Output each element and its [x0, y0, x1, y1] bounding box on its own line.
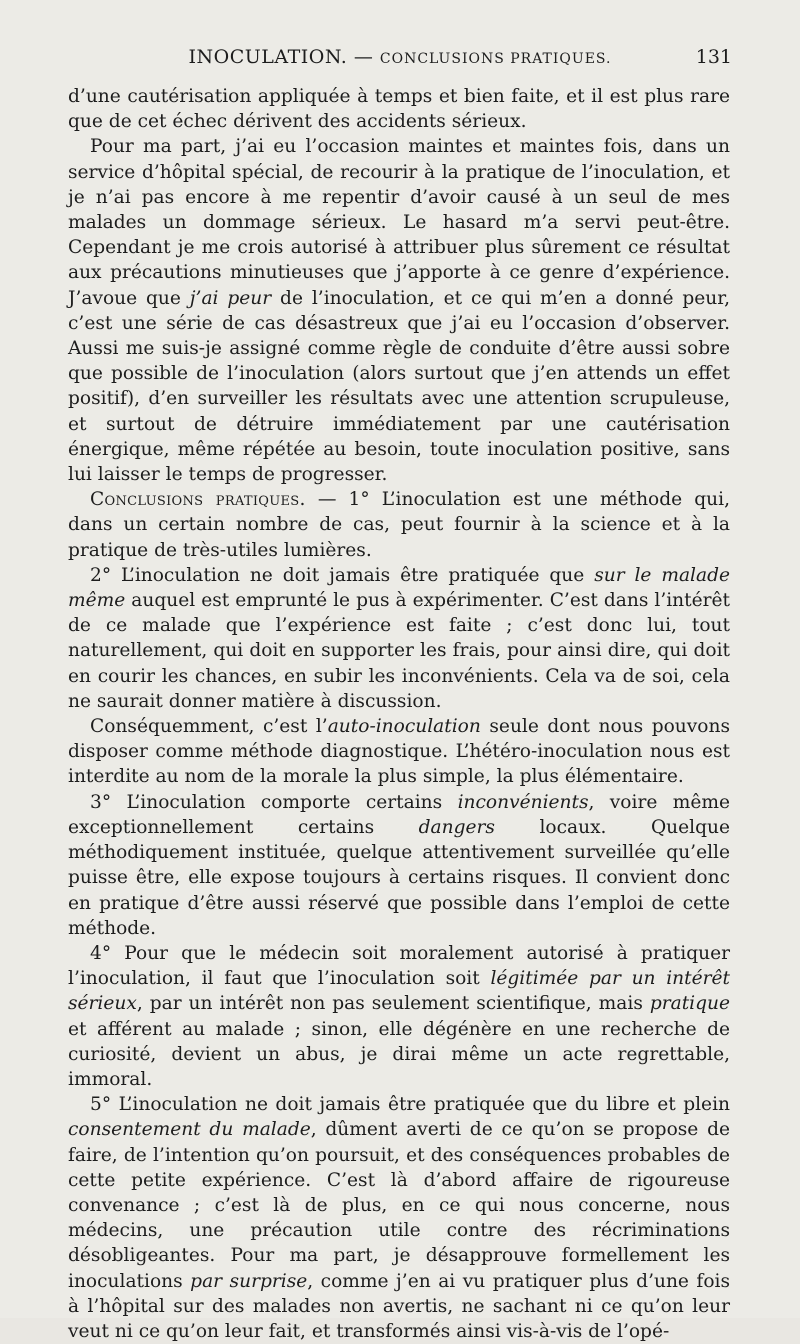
paragraph-5-text-a: Conséquemment, c’est l’ [90, 716, 328, 738]
paragraph-4-emphasis: sur le malade même [68, 564, 730, 612]
paragraph-2-text-b: de l’inoculation, et ce qui m’en a donné peur, c’est une série de cas désastreux que j’ai eu l’occasion d’observer. Aussi me suis-je assigné comme règle de conduite d’être aussi sobre que possible de l’inoculation (alors surtout que j’en attends un effet positif), d’en surveiller les résultats avec une attention scrupuleuse, et surtout de détruire immédiatement par une cautérisation énergique, même répétée au besoin, toute inoculation positive, sans lui laisser le temps de progresser. [68, 287, 730, 486]
paragraph-4-text-b: auquel est emprunté le pus à expérimenter. C’est dans l’intérêt de ce malade que l’expérience est faite ; c’est donc lui, tout naturellement, qui doit en supporter les frais, pour ainsi dire, qui doit en courir les chances, en subir les inconvénients. Cela va de soi, cela ne saurait donner matière à discussion. [68, 590, 730, 712]
page-body [68, 84, 730, 1344]
paragraph-4 [68, 563, 730, 714]
running-title-separator: — [353, 46, 374, 68]
paragraph-2-text-a: Pour ma part, j’ai eu l’occasion maintes et maintes fois, dans un service d’hôpital spécial, de recourir à la pratique de l’inoculation, et je n’ai pas encore à me repentir d’avoir causé à un seul de mes malades un dommage sérieux. Le hasard m’a servi peut-être. Cependant je me crois autorisé à attribuer plus sûrement ce résultat aux précautions minutieuses que j’apporte à ce genre d’expérience. J’avoue que [68, 136, 730, 309]
paragraph-8-text-b: , dûment averti de ce qu’on se propose de faire, de l’intention qu’on poursuit, et des conséquences probables de cette petite expérience. C’est là d’abord affaire de rigoureuse convenance ; c’est là de plus, en ce qui nous concerne, nous médecins, une précaution utile contre des récriminations désobligeantes. Pour ma part, je désapprouve formellement les inoculations [68, 1119, 730, 1292]
paragraph-1 [68, 84, 730, 134]
page-number: 131 [695, 46, 732, 68]
paragraph-5 [68, 714, 730, 790]
paragraph-7 [68, 941, 730, 1092]
paragraph-7-text-a: 4° Pour que le médecin soit moralement autorisé à pratiquer l’inoculation, il faut que l’inoculation soit [68, 942, 730, 990]
paragraph-6-text-a: 3° L’inoculation comporte certains [90, 791, 458, 813]
paragraph-2 [68, 134, 730, 487]
paragraph-8-emphasis-1: consentement du malade [68, 1119, 311, 1141]
section-heading-conclusions: Conclusions pratiques. [90, 489, 306, 511]
paragraph-7-emphasis-2: pratique [649, 993, 730, 1015]
paragraph-4-text-a: 2° L’inoculation ne doit jamais être pratiquée que [90, 564, 595, 586]
paragraph-8-emphasis-2: par surprise [190, 1270, 308, 1292]
paragraph-5-text-b: seule dont nous pouvons disposer comme méthode diagnostique. L’hétéro-inoculation nous est interdite au nom de la morale la plus simple, la plus élémentaire. [68, 716, 730, 788]
paragraph-7-text-c: et afférent au malade ; sinon, elle dégénère en une recherche de curiosité, devient un abus, je dirai même un acte regrettable, immoral. [68, 1018, 730, 1090]
paragraph-1-text: d’une cautérisation appliquée à temps et bien faite, et il est plus rare que de cet échec dérivent des accidents sérieux. [68, 86, 730, 133]
running-title-sub: CONCLUSIONS PRATIQUES. [379, 51, 612, 67]
paragraph-6-text-b: , voire même exceptionnellement certains [68, 791, 730, 838]
paragraph-8 [68, 1092, 730, 1344]
paragraph-2-emphasis: j’ai peur [189, 287, 272, 309]
paragraph-6 [68, 790, 730, 941]
paragraph-7-text-b: , par un intérêt non pas seulement scientifique, mais [136, 993, 650, 1015]
paragraph-5-emphasis: auto-inoculation [327, 716, 481, 738]
running-title-main: INOCULATION. [188, 46, 348, 68]
paragraph-3 [68, 487, 730, 563]
running-header [68, 46, 732, 72]
running-title [68, 46, 732, 68]
paragraph-6-emphasis-2: dangers [418, 816, 495, 838]
paragraph-8-text-c: , comme j’en ai vu pratiquer plus d’une fois à l’hôpital sur des malades non avertis, ne sachant ni ce qu’on leur veut ni ce qu’on leur fait, et transformés ainsi vis-à-vis de l’opé- [68, 1270, 730, 1342]
paragraph-7-emphasis-1: légitimée par un intérêt sérieux [68, 968, 730, 1015]
paragraph-8-text-a: 5° L’inoculation ne doit jamais être pratiquée que du libre et plein [90, 1094, 730, 1116]
paragraph-3-text: — 1° L’inoculation est une méthode qui, dans un certain nombre de cas, peut fournir à la science et à la pratique de très-utiles lumières. [68, 489, 730, 561]
paragraph-6-text-c: locaux. Quelque méthodiquement instituée, quelque attentivement surveillée qu’elle puisse être, elle expose toujours à certains risques. Il convient donc en pratique d’être aussi réservé que possible dans l’emploi de cette méthode. [68, 816, 730, 939]
paragraph-6-emphasis-1: inconvénients [457, 791, 589, 813]
